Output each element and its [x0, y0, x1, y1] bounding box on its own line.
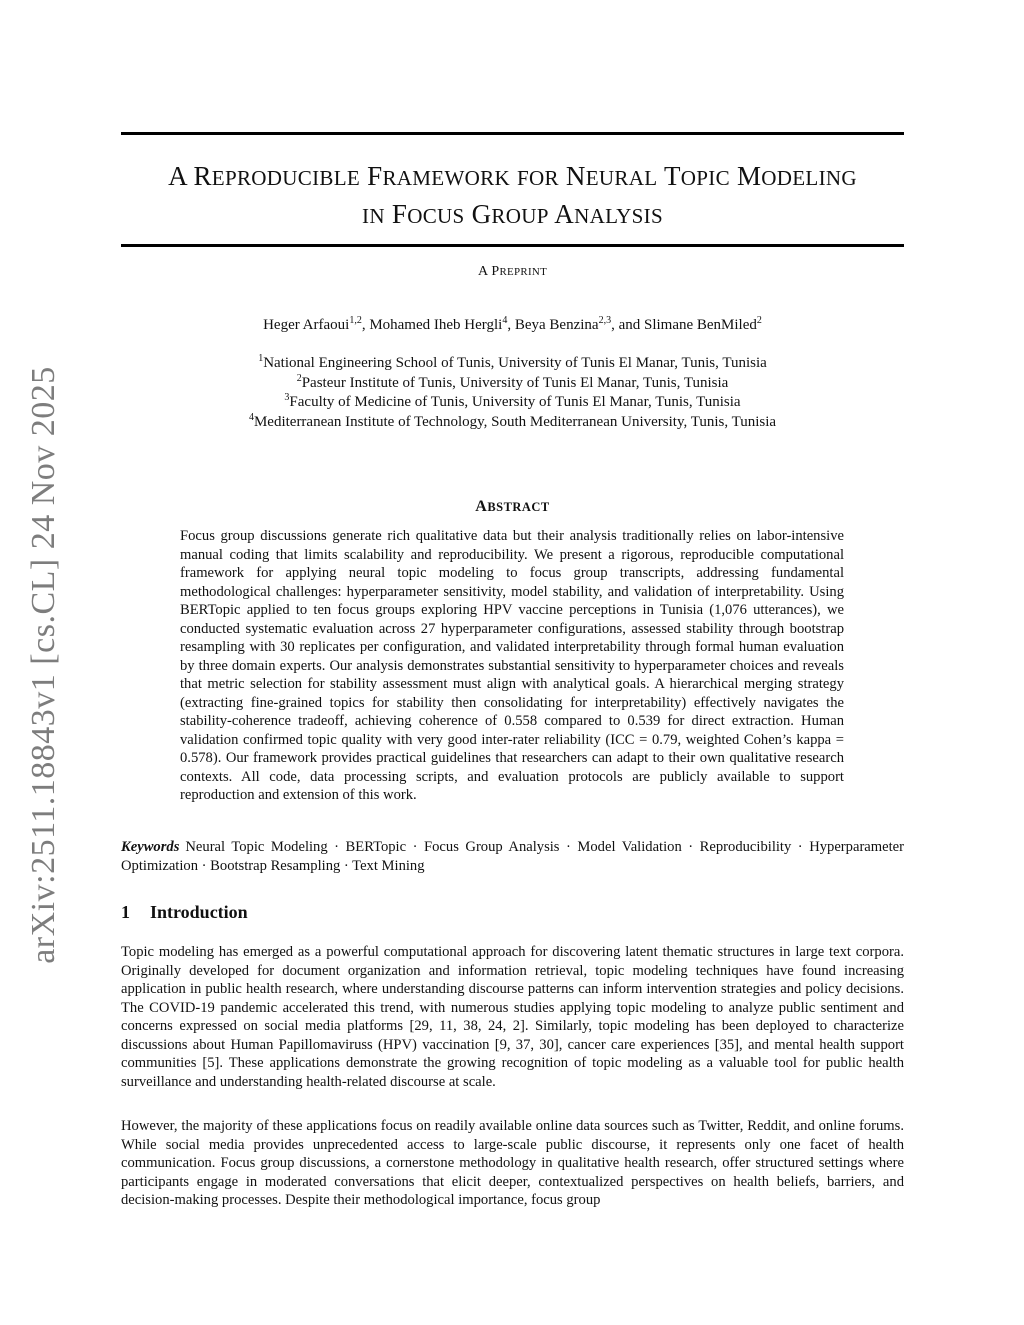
author: Heger Arfaoui$^{1,2}$, [263, 315, 370, 333]
section-title: Introduction [150, 902, 248, 922]
abstract-text: Focus group discussions generate rich qualitative data but their analysis traditionally relies on labor-intensive manual coding that limits scalability and reproducibility. We present a rigorous, reproducible computational framework for applying neural topic modeling to focus group transcripts, addressing fundamental methodological challenges: hyperparameter sensitivity, model stability, and validation of interpretability. Using BERTopic applied to ten focus groups exploring HPV vaccine perceptions in Tunisia (1,076 utterances), we conducted systematic evaluation across 27 hyperparameter configurations, assessed stability through bootstrap resampling with 30 replicates per configuration, and validated interpretability through formal human evaluation by three domain experts. Our analysis demonstrates substantial sensitivity to hyperparameter choices and reveals that metric selection for stability assessment must align with analytical goals. A hierarchical merging strategy (extracting fine-grained topics for stability then consolidating for interpretability) effectively navigates the stability-coherence tradeoff, achieving coherence of 0.558 compared to 0.539 for direct extraction. Human validation confirmed topic quality with very good inter-rater reliability (ICC = 0.79, weighted Cohen’s kappa = 0.578). Our framework provides practical guidelines that researchers can adapt to their own qualitative research contexts. All code, data processing scripts, and evaluation protocols are publicly available to support reproduction and extension of this work. [180, 528, 844, 803]
body-paragraph: Topic modeling has emerged as a powerful computational approach for discovering latent thematic structures in large text corpora. Originally developed for document organization and information retrieval, topic modeling techniques have found increasing application in public health research, where understanding discourse patterns can inform intervention strategies and policy decisions. The COVID-19 pandemic accelerated this trend, with numerous studies applying topic modeling to analyze public sentiment and concerns expressed on social media platforms [29, 11, 38, 24, 2]. Similarly, topic modeling has been deployed to characterize discussions about Human Papillomaviruss (HPV) vaccination [9, 37, 30], cancer care experiences [35], and mental health support communities [5]. These applications demonstrate the growing recognition of topic modeling as a valuable tool for public health surveillance and understanding health-related discourse at scale. [121, 944, 904, 1090]
section-heading-introduction [121, 902, 248, 923]
section-number: 1 [121, 902, 130, 922]
affiliation: $^4$Mediterranean Institute of Technology, South Mediterranean University, Tunis, Tunisia [248, 411, 777, 430]
author-list [121, 317, 904, 334]
title-line-2: IN FOCUS GROUP ANALYSIS [362, 199, 663, 229]
affiliation: $^2$Pasteur Institute of Tunis, University of Tunis El Manar, Tunis, Tunisia [296, 372, 729, 391]
arxiv-identifier-stamp: arXiv:2511.18843v1 [cs.CL] 24 Nov 2025 [25, 366, 62, 964]
author: Beya Benzina$^{2,3}$, and [514, 315, 644, 333]
affiliation: $^3$Faculty of Medicine of Tunis, University of Tunis El Manar, Tunis, Tunisia [284, 392, 741, 410]
keywords-block [121, 838, 904, 875]
affiliation: $^1$National Engineering School of Tunis, University of Tunis El Manar, Tunis, Tunisia [258, 353, 767, 371]
keywords-text: Neural Topic Modeling · BERTopic · Focus Group Analysis · Model Validation · Reproducibility · Hyperparameter Optimization · Bootstrap Resampling · Text Mining [121, 839, 904, 874]
author: Mohamed Iheb Hergli$^4$, [369, 315, 515, 333]
title-line-1: A REPRODUCIBLE FRAMEWORK FOR NEURAL TOPIC MODELING [168, 161, 857, 191]
title-top-rule [121, 132, 904, 135]
author: Slimane BenMiled$^2$ [643, 315, 762, 333]
paper-title [121, 158, 904, 234]
title-bottom-rule [121, 244, 904, 247]
abstract-heading: ABSTRACT [475, 498, 550, 515]
keywords-label: Keywords [121, 839, 180, 855]
preprint-label: A PREPRINT [477, 264, 548, 279]
affiliation-list [121, 354, 904, 432]
body-paragraph: However, the majority of these applications focus on readily available online data sources such as Twitter, Reddit, and online forums. While social media provides unprecedented access to large-scale public discourse, it represents only one facet of health communication. Focus group discussions, a cornerstone methodology in qualitative health research, offer structured settings where participants engage in moderated conversations that elicit deeper, contextualized perspectives on health beliefs, barriers, and decision-making processes. Despite their methodological importance, focus group [121, 1118, 904, 1208]
